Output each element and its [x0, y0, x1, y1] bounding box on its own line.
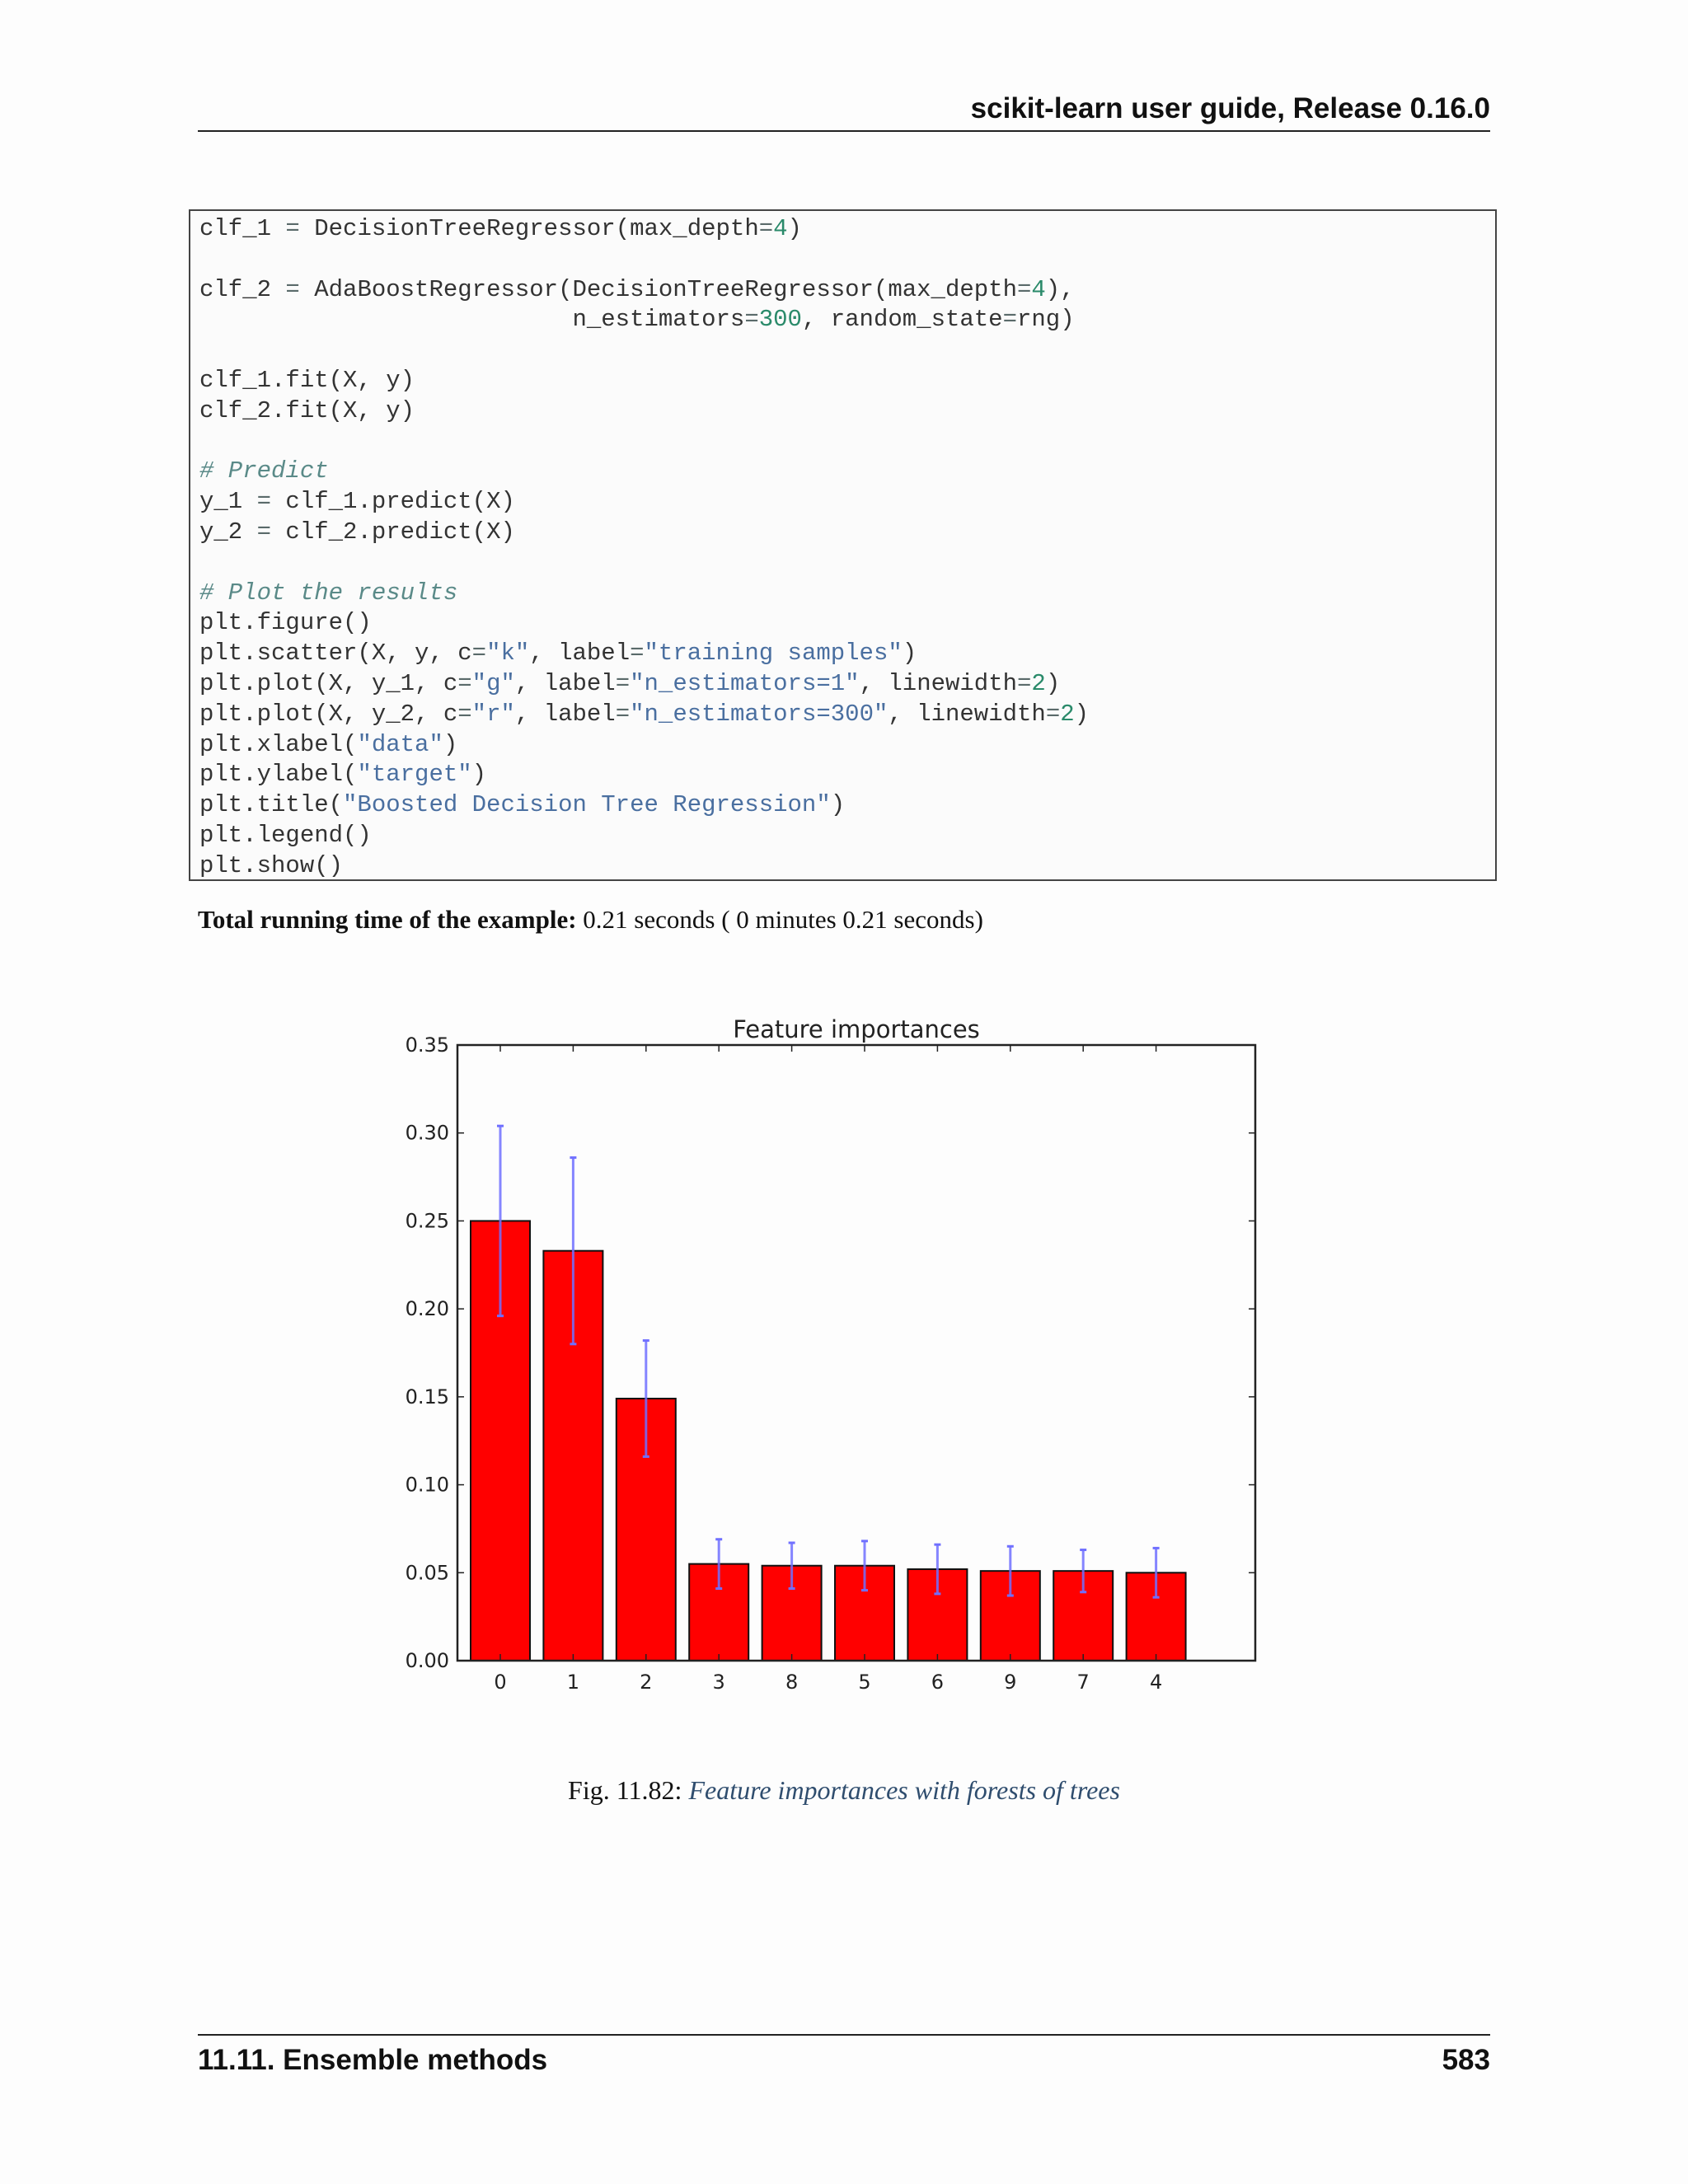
code-line [199, 790, 845, 820]
running-time [198, 905, 983, 935]
code-token: "target" [357, 761, 472, 789]
feature-importances-chart [387, 1001, 1302, 1702]
code-line [199, 579, 457, 608]
y-tick-label: 0.35 [405, 1033, 449, 1057]
code-token: plt.scatter(X, y, c [199, 640, 472, 668]
code-token: , label [514, 670, 616, 697]
code-token: = [285, 275, 300, 303]
running-header-title: scikit-learn user guide, Release 0.16.0 [970, 92, 1490, 124]
code-token: "r" [471, 700, 515, 728]
footer-rule [198, 2034, 1490, 2036]
code-token: = [1045, 700, 1061, 728]
y-tick-label: 0.25 [405, 1209, 449, 1233]
code-token: = [630, 640, 645, 668]
code-token: = [615, 700, 631, 728]
code-token: = [1017, 670, 1032, 697]
x-tick-label: 3 [712, 1671, 725, 1694]
header-rule [198, 130, 1490, 132]
code-token: AdaBoostRegressor(DecisionTreeRegressor(max_depth [299, 275, 1017, 303]
code-token: clf_2 [199, 275, 286, 303]
code-token: = [457, 670, 472, 697]
code-token: 300 [758, 306, 802, 334]
footer-section: 11.11. Ensemble methods [198, 2044, 548, 2076]
code-token: , linewidth [888, 700, 1046, 728]
code-token: plt.title( [199, 791, 344, 819]
code-line [199, 275, 1075, 305]
code-token: clf_1 [199, 215, 286, 242]
code-line [199, 396, 415, 426]
code-token: 2 [1031, 670, 1046, 697]
code-line [199, 639, 917, 668]
code-line [199, 821, 372, 851]
code-token: plt.xlabel( [199, 730, 358, 758]
code-token: ), [1045, 275, 1075, 303]
code-token: y_2 [199, 518, 257, 546]
code-token: # Predict [199, 457, 329, 485]
code-token: plt.legend() [199, 822, 372, 849]
code-token: = [744, 306, 759, 334]
code-token: = [1002, 306, 1017, 334]
y-tick-label: 0.05 [405, 1561, 449, 1585]
code-token: = [615, 670, 631, 697]
code-line [199, 457, 329, 486]
code-token: plt.show() [199, 851, 344, 879]
code-token: ) [830, 791, 846, 819]
code-token: clf_2.fit(X, y) [199, 396, 415, 424]
code-token: clf_2.predict(X) [271, 518, 515, 546]
x-tick-label: 5 [858, 1671, 871, 1694]
code-token: , random_state [801, 306, 1003, 334]
code-token: "g" [471, 670, 515, 697]
code-token: , label [529, 640, 631, 668]
code-token: = [256, 518, 272, 546]
y-tick-label: 0.30 [405, 1121, 449, 1145]
code-token: ) [1074, 700, 1090, 728]
x-tick-label: 4 [1149, 1671, 1163, 1694]
code-token: ) [787, 215, 802, 242]
code-block [189, 209, 1497, 881]
code-line [199, 851, 343, 881]
x-tick-label: 2 [640, 1671, 653, 1694]
code-token: "k" [486, 640, 530, 668]
code-token: clf_1.fit(X, y) [199, 367, 415, 394]
code-token: DecisionTreeRegressor(max_depth [299, 215, 759, 242]
code-token: , label [514, 700, 616, 728]
code-line [199, 214, 802, 244]
code-token: = [758, 215, 774, 242]
code-token: "n_estimators=1" [630, 670, 860, 697]
code-line [199, 669, 1060, 699]
code-token: ) [471, 761, 487, 789]
code-token: 2 [1060, 700, 1075, 728]
code-line [199, 305, 1075, 335]
code-token: plt.plot(X, y_2, c [199, 700, 458, 728]
code-token: ) [1045, 670, 1061, 697]
code-line [199, 700, 1089, 729]
y-tick-label: 0.20 [405, 1297, 449, 1321]
code-token: clf_1.predict(X) [271, 488, 515, 516]
code-token: ) [902, 640, 917, 668]
code-token: y_1 [199, 488, 257, 516]
code-token: ) [443, 730, 458, 758]
code-line [199, 366, 415, 396]
code-token: = [285, 215, 300, 242]
code-token: = [1016, 275, 1032, 303]
code-token: "Boosted Decision Tree Regression" [343, 791, 831, 819]
running-time-value: 0.21 seconds ( 0 minutes 0.21 seconds) [583, 905, 983, 934]
code-token: 4 [773, 215, 788, 242]
code-token: "data" [357, 730, 443, 758]
code-line [199, 608, 372, 638]
code-token: "training samples" [644, 640, 903, 668]
y-tick-label: 0.00 [405, 1649, 449, 1672]
code-token: 4 [1031, 275, 1046, 303]
code-token: rng) [1016, 306, 1075, 334]
page-number: 583 [1442, 2044, 1490, 2076]
caption-prefix: Fig. 11.82: [568, 1775, 682, 1805]
code-line [199, 730, 457, 760]
code-token: plt.ylabel( [199, 761, 358, 789]
code-line [199, 487, 515, 517]
x-tick-label: 7 [1076, 1671, 1090, 1694]
x-tick-label: 8 [785, 1671, 799, 1694]
x-tick-label: 6 [931, 1671, 945, 1694]
code-line [199, 518, 515, 547]
code-token: "n_estimators=300" [630, 700, 889, 728]
y-tick-label: 0.10 [405, 1473, 449, 1497]
code-token: = [471, 640, 487, 668]
x-tick-label: 1 [566, 1671, 580, 1694]
code-token: plt.figure() [199, 609, 372, 637]
running-time-label: Total running time of the example: [198, 905, 577, 934]
chart-title: Feature importances [733, 1015, 980, 1043]
code-token: n_estimators [199, 306, 745, 334]
code-token: = [256, 488, 272, 516]
caption-link[interactable]: Feature importances with forests of trees [688, 1775, 1120, 1805]
code-token: plt.plot(X, y_1, c [199, 670, 458, 697]
figure-caption [0, 1775, 1688, 1806]
x-tick-label: 9 [1004, 1671, 1017, 1694]
code-token: , linewidth [859, 670, 1018, 697]
y-tick-label: 0.15 [405, 1385, 449, 1408]
code-line [199, 760, 486, 790]
code-token: # Plot the results [199, 579, 458, 607]
code-token: = [457, 700, 472, 728]
x-tick-label: 0 [494, 1671, 507, 1694]
